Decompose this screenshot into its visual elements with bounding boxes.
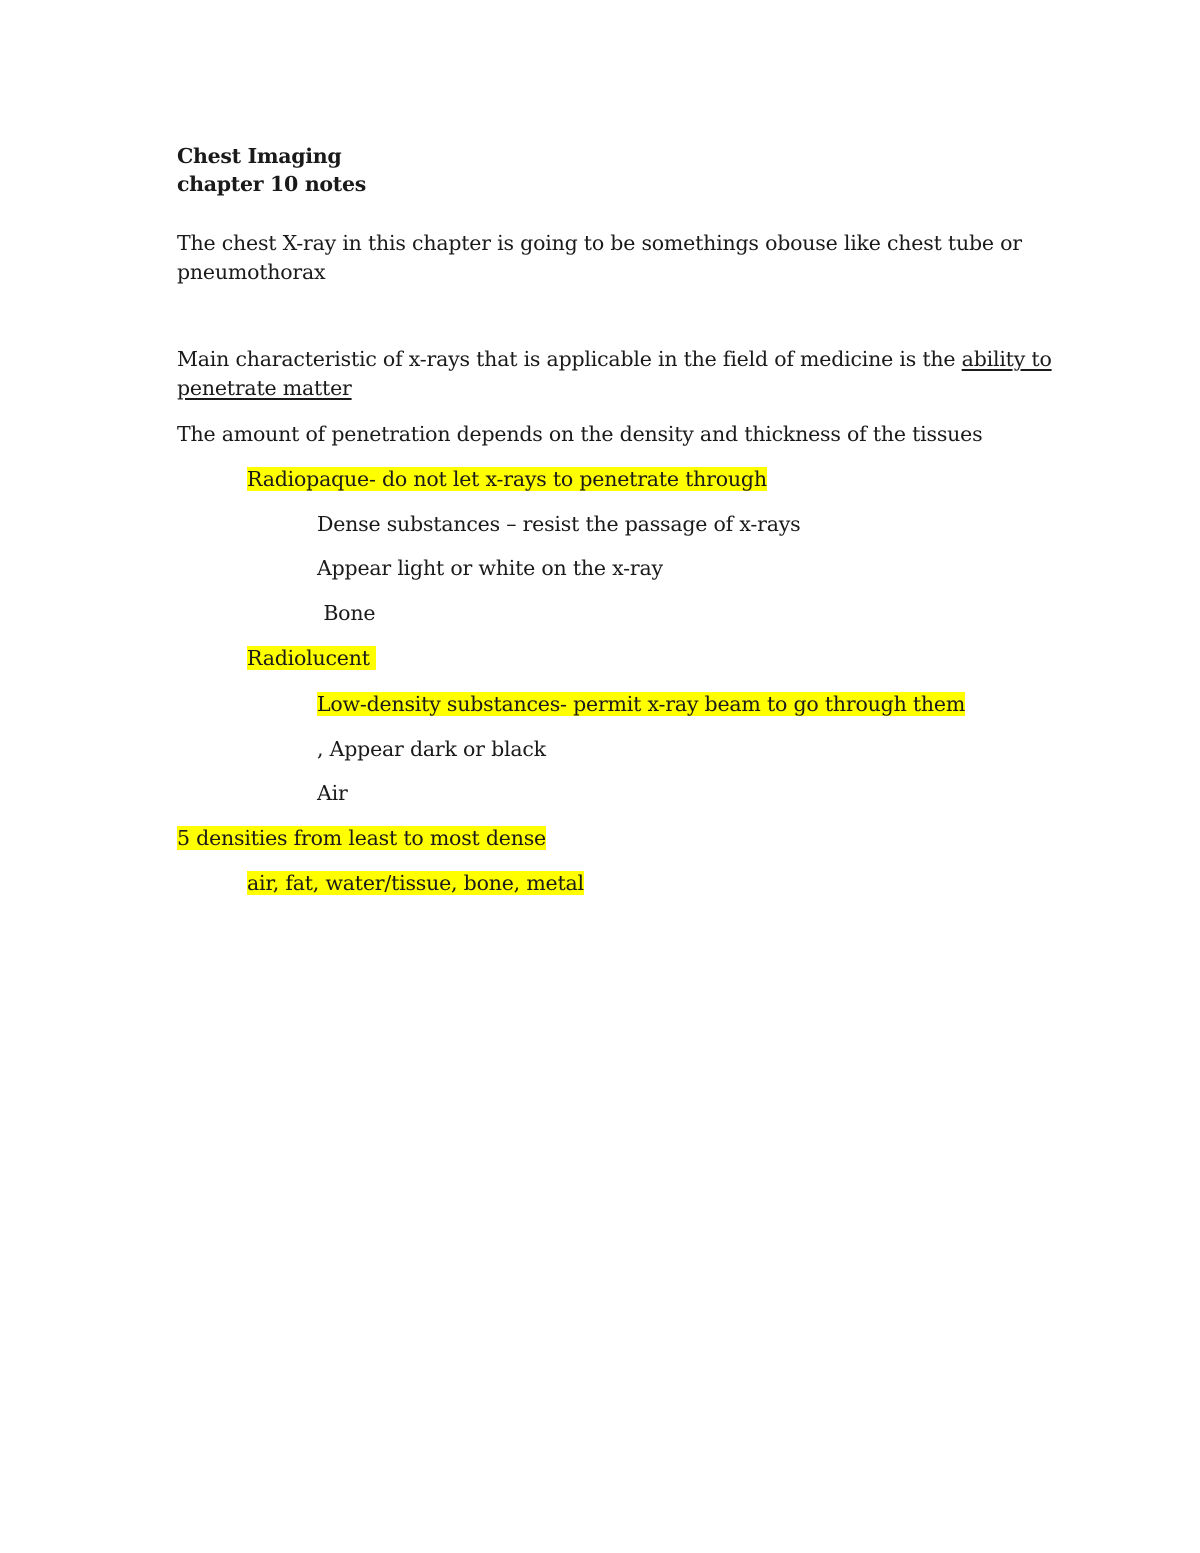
main-characteristic-text: Main characteristic of x-rays that is applicable in the field of medicine is the <box>177 347 962 371</box>
radiopaque-item-1: Dense substances – resist the passage of x-rays <box>317 512 801 536</box>
document-title: Chest Imaging <box>177 144 342 168</box>
densities-heading <box>177 824 546 853</box>
document-subtitle: chapter 10 notes <box>177 172 366 196</box>
radiopaque-highlight: Radiopaque- do not let x-rays to penetrate through <box>247 467 767 491</box>
main-characteristic-line-2 <box>177 374 352 403</box>
densities-heading-highlight: 5 densities from least to most dense <box>177 826 546 850</box>
radiopaque-item-3: Bone <box>317 601 376 625</box>
radiolucent-item-2: , Appear dark or black <box>317 737 546 761</box>
intro-line-2: pneumothorax <box>177 260 326 284</box>
radiolucent-item-3: Air <box>317 781 348 805</box>
radiopaque-item-2: Appear light or white on the x-ray <box>317 556 663 580</box>
intro-line-1: The chest X-ray in this chapter is going to be somethings obouse like chest tube or <box>177 231 1022 255</box>
radiolucent-item-1-highlight: Low-density substances- permit x-ray beam to go through them <box>317 692 966 716</box>
radiolucent-highlight: Radiolucent <box>247 646 377 670</box>
densities-list <box>247 869 584 898</box>
radiopaque-heading <box>247 465 767 494</box>
radiolucent-item-1 <box>317 690 965 719</box>
densities-list-highlight: air, fat, water/tissue, bone, metal <box>247 871 584 895</box>
penetration-line: The amount of penetration depends on the density and thickness of the tissues <box>177 422 983 446</box>
main-characteristic-underlined-2: penetrate matter <box>177 376 352 400</box>
main-characteristic-line-1 <box>177 345 1052 374</box>
radiolucent-heading <box>247 644 376 673</box>
main-characteristic-underlined-1: ability to <box>961 347 1052 371</box>
